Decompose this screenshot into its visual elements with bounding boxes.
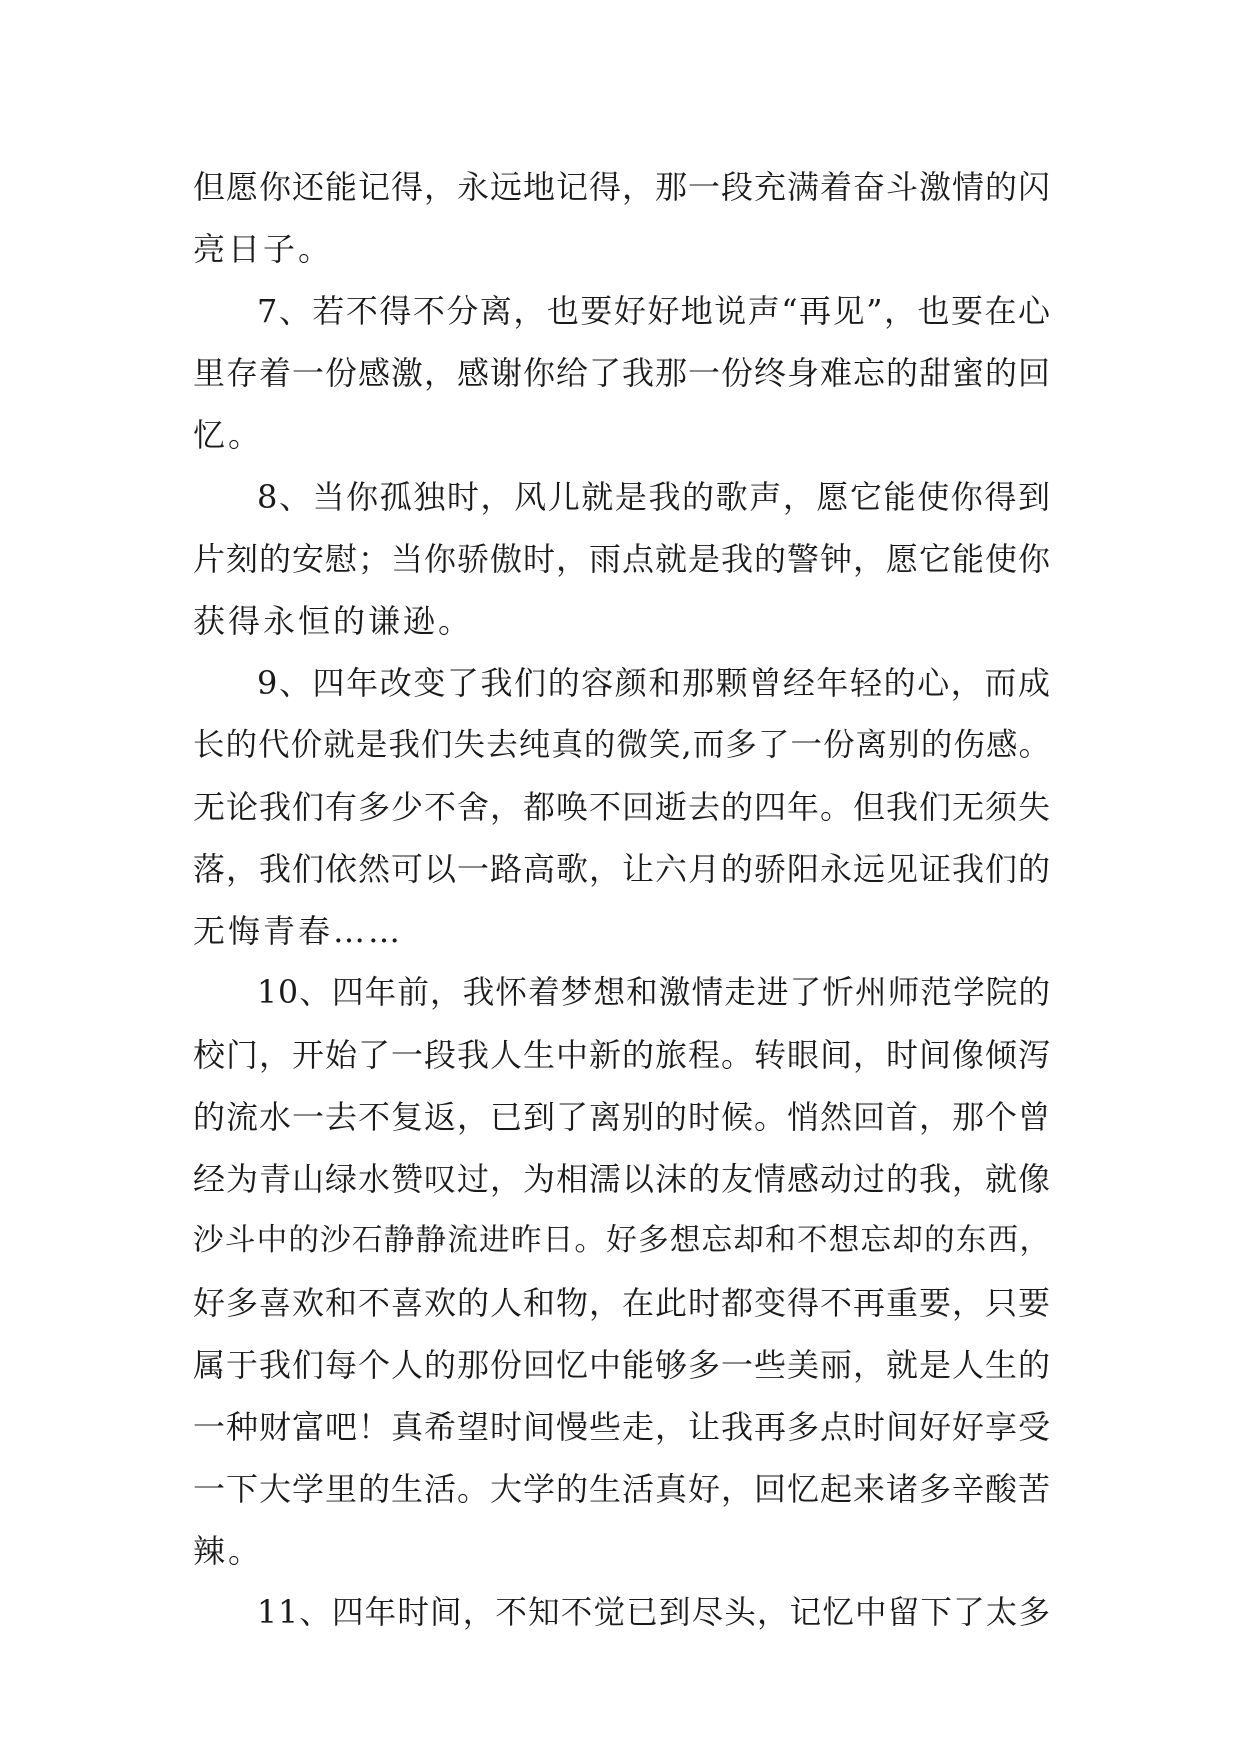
text-line: 经为青山绿水赞叹过，为相濡以沫的友情感动过的我，就像 (193, 1160, 1052, 1198)
paragraph-11 (193, 1582, 1051, 1644)
text-line: 7、若不得不分离，也要好好地说声“再见”，也要在心 (257, 292, 1051, 330)
text-line: 属于我们每个人的那份回忆中能够多一些美丽，就是人生的 (193, 1346, 1052, 1384)
text-line: 忆。 (193, 416, 264, 454)
text-line: 的流水一去不复返，已到了离别的时候。悄然回首，那个曾 (193, 1098, 1052, 1136)
text-line: 亮日子。 (193, 230, 334, 268)
text-line: 辣。 (193, 1532, 264, 1570)
paragraph-continuation (193, 156, 1051, 280)
paragraph-7 (193, 280, 1051, 466)
text-line: 好多喜欢和不喜欢的人和物，在此时都变得不再重要，只要 (193, 1284, 1052, 1322)
text-line: 8、当你孤独时，风儿就是我的歌声，愿它能使你得到 (257, 478, 1051, 516)
text-line: 一种财富吧！真希望时间慢些走，让我再多点时间好好享受 (193, 1408, 1052, 1446)
text-line: 沙斗中的沙石静静流进昨日。好多想忘却和不想忘却的东西， (193, 1223, 1051, 1258)
paragraph-8 (193, 466, 1051, 652)
text-line: 但愿你还能记得，永远地记得，那一段充满着奋斗激情的闪 (193, 168, 1052, 206)
text-line: 10、四年前，我怀着梦想和激情走进了忻州师范学院的 (257, 975, 1051, 1011)
text-line: 一下大学里的生活。大学的生活真好，回忆起来诸多辛酸苦 (193, 1470, 1052, 1508)
text-line: 11、四年时间，不知不觉已到尽头，记忆中留下了太多 (257, 1595, 1051, 1631)
paragraph-10 (193, 962, 1051, 1582)
text-line: 获得永恒的谦逊。 (193, 602, 474, 640)
document-body (193, 156, 1051, 1644)
text-line: 校门，开始了一段我人生中新的旅程。转眼间，时间像倾泻 (193, 1036, 1052, 1074)
paragraph-9 (193, 652, 1051, 962)
text-line: 里存着一份感激，感谢你给了我那一份终身难忘的甜蜜的回 (193, 354, 1052, 392)
text-line: 长的代价就是我们失去纯真的微笑,而多了一份离别的伤感。 (193, 727, 1051, 763)
text-line: 无论我们有多少不舍，都唤不回逝去的四年。但我们无须失 (193, 788, 1052, 826)
text-line: 无悔青春…… (193, 912, 404, 950)
text-line: 9、四年改变了我们的容颜和那颗曾经年轻的心，而成 (257, 664, 1051, 702)
text-line: 片刻的安慰；当你骄傲时，雨点就是我的警钟，愿它能使你 (193, 540, 1052, 578)
text-line: 落，我们依然可以一路高歌，让六月的骄阳永远见证我们的 (193, 850, 1052, 888)
